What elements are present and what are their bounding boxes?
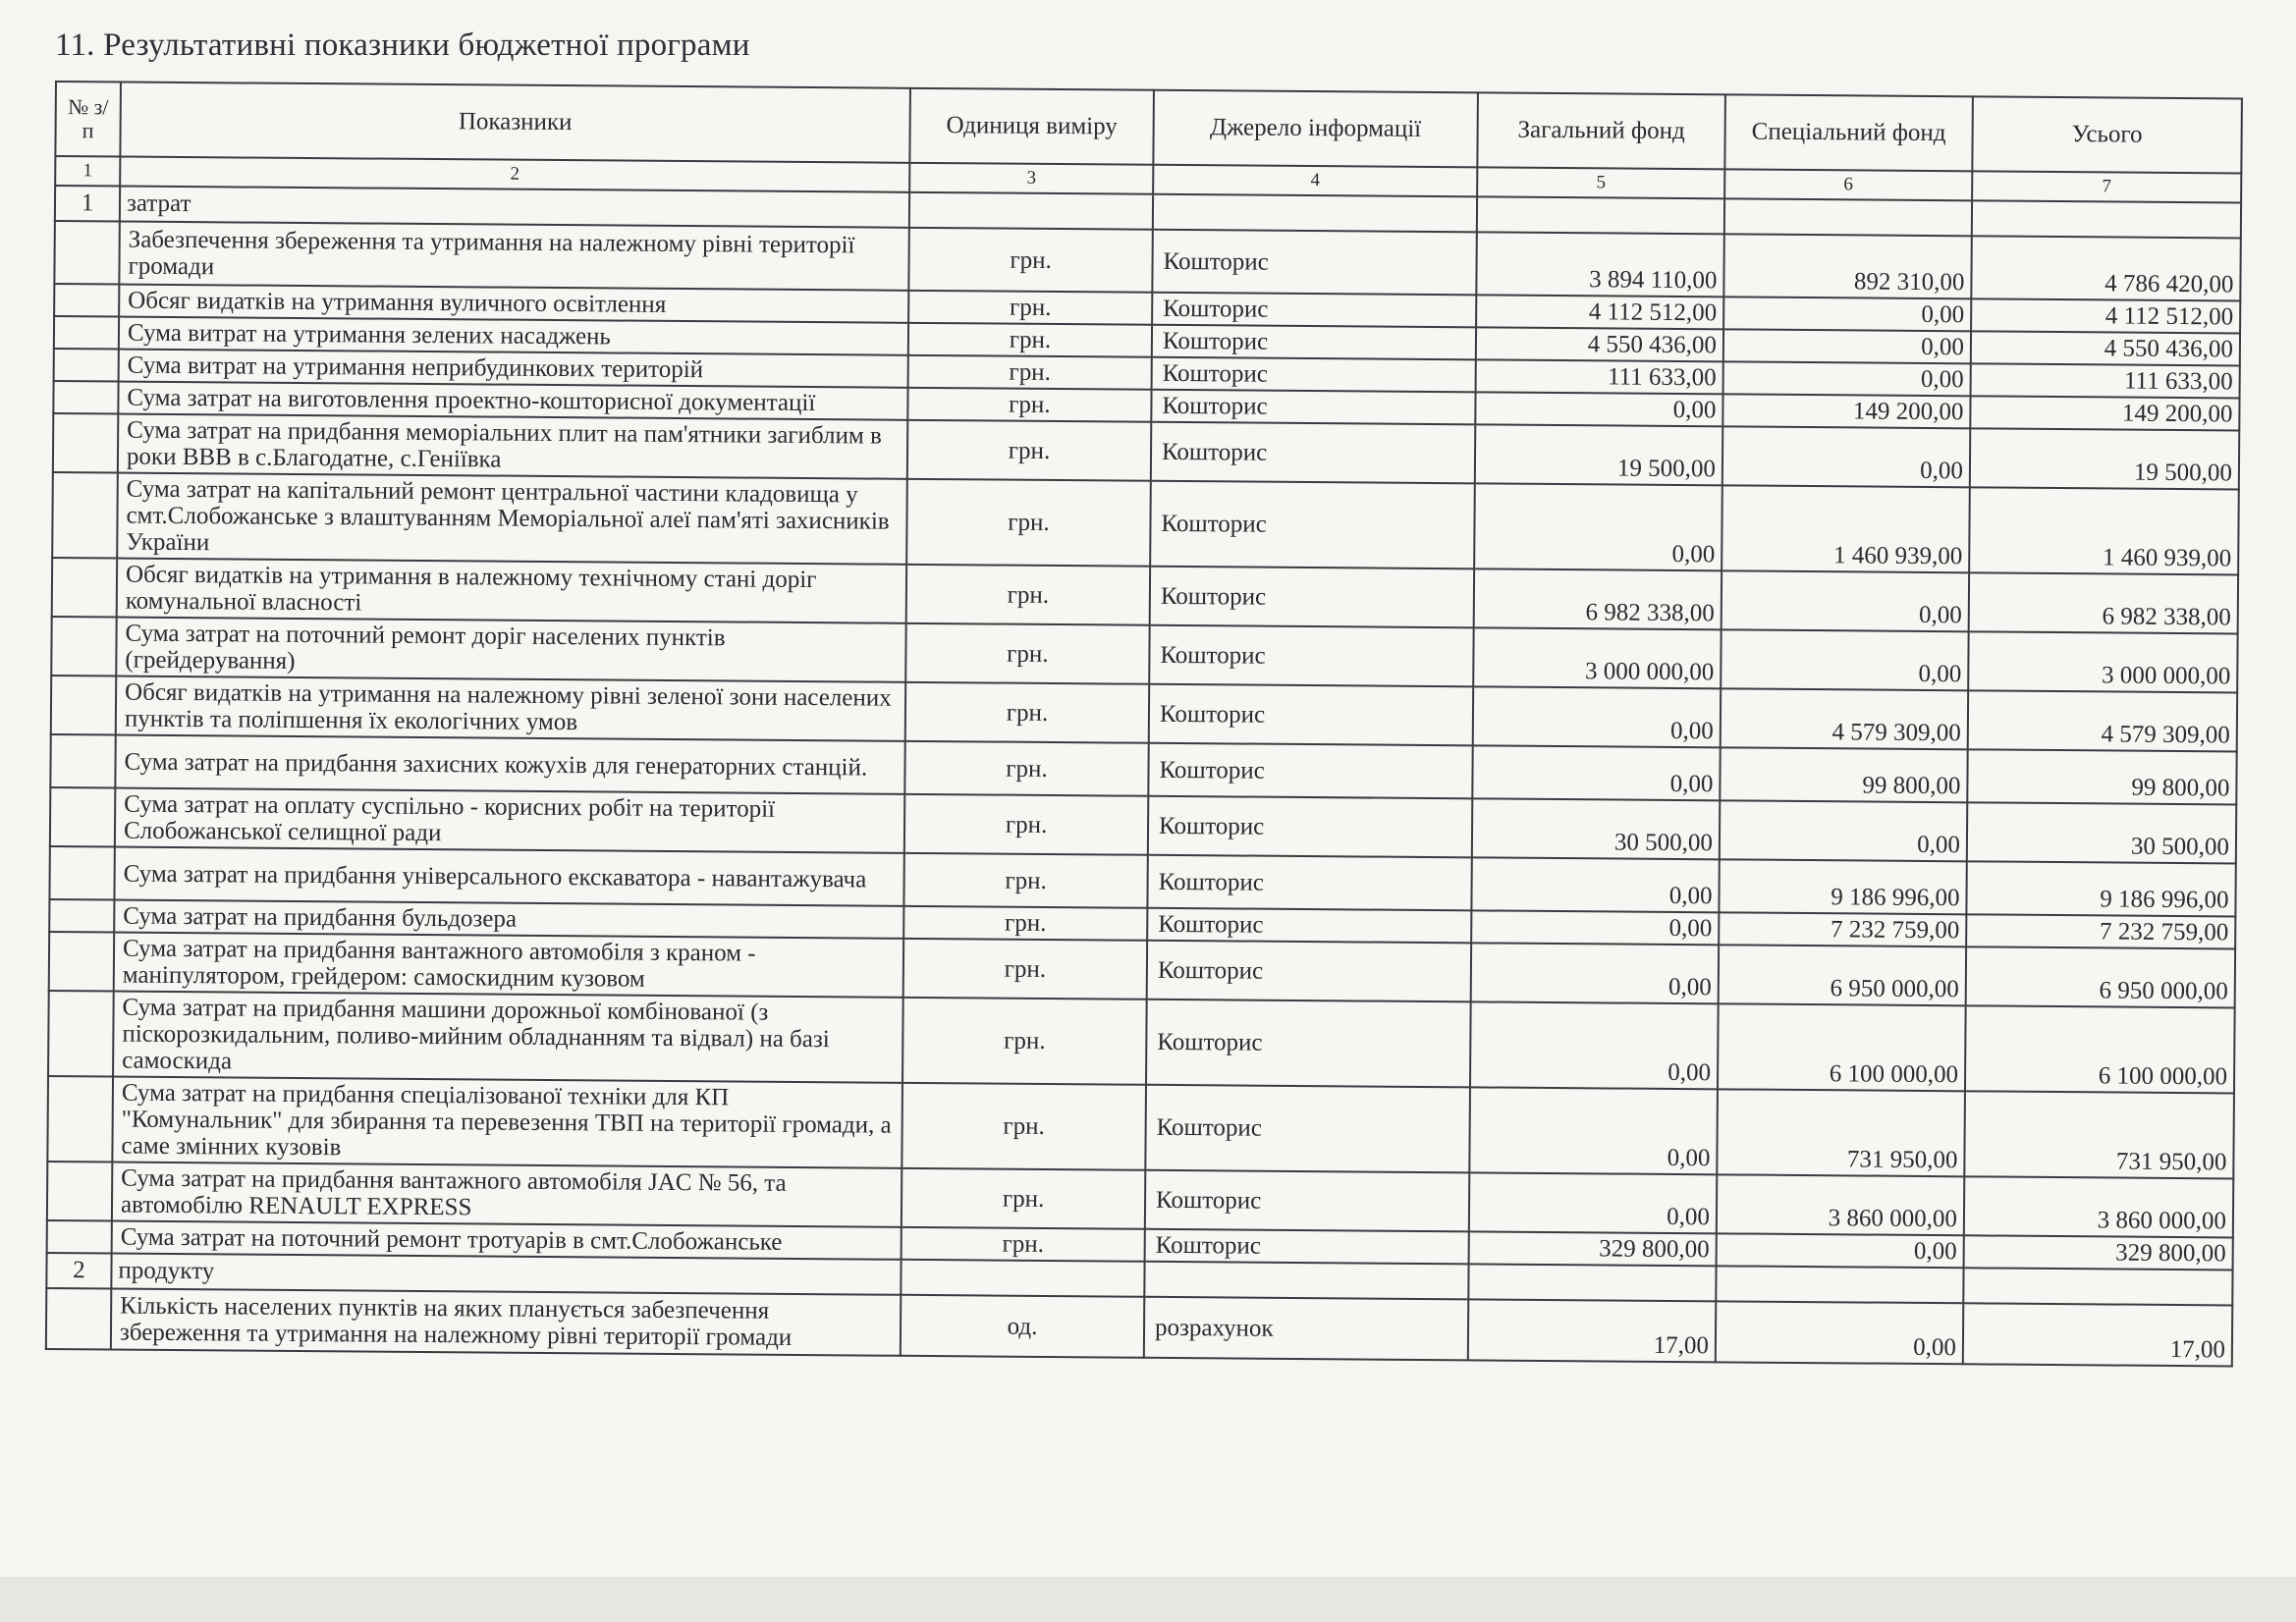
general-fund-cell: 329 800,00 xyxy=(1469,1231,1717,1266)
source-cell: Кошторис xyxy=(1147,941,1471,1002)
section-title: затрат xyxy=(120,187,909,228)
special-fund-cell: 6 950 000,00 xyxy=(1719,945,1966,1005)
special-fund-cell: 0,00 xyxy=(1722,426,1970,487)
row-number-cell xyxy=(53,413,118,473)
header-indicator: Показники xyxy=(120,82,910,163)
special-fund-cell: 7 232 759,00 xyxy=(1719,912,1966,946)
column-number: 1 xyxy=(55,156,120,187)
unit-cell: грн. xyxy=(908,228,1152,293)
indicator-cell: Сума витрат на утримання зелених насаджень xyxy=(119,317,908,355)
special-fund-cell: 1 460 939,00 xyxy=(1722,485,1970,572)
general-fund-cell: 0,00 xyxy=(1469,1172,1717,1233)
unit-cell: грн. xyxy=(905,682,1149,743)
total-cell: 149 200,00 xyxy=(1970,396,2239,430)
unit-cell: грн. xyxy=(904,741,1148,796)
general-fund-cell: 4 550 436,00 xyxy=(1476,327,1723,361)
column-number: 6 xyxy=(1724,169,1972,200)
column-number: 3 xyxy=(909,163,1153,194)
total-cell: 17,00 xyxy=(1963,1303,2232,1366)
indicator-cell: Обсяг видатків на утримання на належному рівні зеленої зони населених пунктів та поліпшення їх екологічних умов xyxy=(116,676,905,741)
indicator-cell: Сума затрат на придбання захисних кожухів для генераторних станцій. xyxy=(115,735,904,794)
header-source: Джерело інформації xyxy=(1153,90,1478,168)
special-fund-cell: 149 200,00 xyxy=(1722,394,1970,428)
total-cell: 1 460 939,00 xyxy=(1969,487,2239,574)
general-fund-cell: 0,00 xyxy=(1471,857,1719,912)
total-cell: 329 800,00 xyxy=(1964,1235,2233,1270)
row-number-cell xyxy=(52,558,117,618)
unit-cell: грн. xyxy=(906,479,1151,567)
section-title: продукту xyxy=(111,1253,901,1294)
source-cell: Кошторис xyxy=(1151,422,1475,484)
indicator-cell: Забезпечення збереження та утримання на належному рівні території громади xyxy=(119,222,908,291)
unit-cell: грн. xyxy=(902,998,1147,1085)
indicator-cell: Сума затрат на поточний ремонт доріг населених пунктів (грейдерування) xyxy=(116,618,905,682)
unit-cell: грн. xyxy=(902,1083,1146,1170)
column-number: 2 xyxy=(120,157,909,192)
row-number-cell xyxy=(46,1288,111,1350)
special-fund-cell: 0,00 xyxy=(1717,1233,1964,1268)
special-fund-cell: 6 100 000,00 xyxy=(1718,1003,1966,1091)
indicator-cell: Сума затрат на придбання вантажного автомобіля JAC № 56, та автомобілю RENAULT EXPRESS xyxy=(112,1162,902,1226)
unit-cell: грн. xyxy=(903,853,1147,908)
total-cell: 111 633,00 xyxy=(1971,363,2240,398)
section-number: 1 xyxy=(55,186,120,222)
header-unit: Одиниця виміру xyxy=(909,88,1154,165)
source-cell: Кошторис xyxy=(1151,390,1475,425)
general-fund-cell: 111 633,00 xyxy=(1476,359,1723,394)
special-fund-cell: 0,00 xyxy=(1723,297,1971,331)
general-fund-cell: 0,00 xyxy=(1469,1087,1718,1174)
row-number-cell xyxy=(50,734,115,788)
row-number-cell xyxy=(48,991,114,1077)
indicator-cell: Сума затрат на оплату суспільно - корисних робіт на території Слобожанської селищної ради xyxy=(115,788,904,853)
total-cell: 30 500,00 xyxy=(1967,802,2236,863)
indicator-cell: Сума затрат на придбання спеціалізованої техніки для КП "Комунальник" для збирання та перевезення ТВП на території громади, а саме змінних кузовів xyxy=(112,1076,902,1167)
general-fund-cell: 0,00 xyxy=(1471,943,1719,1003)
source-cell: Кошторис xyxy=(1152,293,1476,328)
total-cell: 7 232 759,00 xyxy=(1966,914,2235,948)
special-fund-cell: 892 310,00 xyxy=(1723,234,1971,298)
row-number-cell xyxy=(49,899,114,933)
indicator-cell: Кількість населених пунктів на яких планується забезпечення збереження та утримання на належному рівні території громади xyxy=(111,1288,901,1355)
source-cell: Кошторис xyxy=(1145,1085,1470,1173)
special-fund-cell: 4 579 309,00 xyxy=(1721,688,1968,749)
general-fund-cell: 19 500,00 xyxy=(1475,424,1722,485)
row-number-cell xyxy=(47,1162,112,1221)
source-cell: Кошторис xyxy=(1145,1170,1469,1232)
unit-cell: грн. xyxy=(906,565,1150,625)
total-cell: 4 112 512,00 xyxy=(1971,298,2240,333)
special-fund-cell: 99 800,00 xyxy=(1720,747,1967,802)
source-cell: Кошторис xyxy=(1152,325,1476,360)
indicator-cell: Сума витрат на утримання неприбудинкових територій xyxy=(119,350,908,388)
general-fund-cell: 0,00 xyxy=(1471,910,1719,945)
special-fund-cell: 0,00 xyxy=(1716,1301,1963,1364)
unit-cell: грн. xyxy=(907,388,1151,422)
unit-cell: грн. xyxy=(904,794,1148,855)
indicator-cell: Обсяг видатків на утримання в належному технічному стані доріг комунальної власності xyxy=(117,559,906,623)
unit-cell: грн. xyxy=(902,1168,1145,1229)
total-cell: 19 500,00 xyxy=(1970,428,2239,489)
row-number-cell xyxy=(54,349,119,382)
header-general-fund: Загальний фонд xyxy=(1477,92,1725,169)
source-cell: Кошторис xyxy=(1148,743,1472,799)
source-cell: Кошторис xyxy=(1150,481,1475,569)
total-cell: 731 950,00 xyxy=(1964,1091,2234,1178)
total-cell: 3 860 000,00 xyxy=(1964,1176,2233,1237)
total-cell: 4 579 309,00 xyxy=(1968,690,2237,751)
header-special-fund: Спеціальний фонд xyxy=(1724,94,1973,171)
source-cell: Кошторис xyxy=(1146,1000,1471,1088)
row-number-cell xyxy=(53,381,118,414)
unit-cell: грн. xyxy=(908,323,1152,357)
source-cell: Кошторис xyxy=(1148,796,1472,858)
indicator-cell: Сума затрат на придбання меморіальних плит на пам'ятники загиблим в роки ВВВ в с.Благодатне, с.Геніївка xyxy=(118,414,907,479)
special-fund-cell: 731 950,00 xyxy=(1717,1089,1965,1176)
unit-cell: грн. xyxy=(908,355,1152,390)
row-number-cell xyxy=(54,284,119,317)
general-fund-cell: 3 000 000,00 xyxy=(1473,627,1721,688)
total-cell: 4 550 436,00 xyxy=(1971,331,2240,365)
row-number-cell xyxy=(51,617,116,676)
general-fund-cell: 0,00 xyxy=(1475,392,1722,426)
indicator-cell: Сума затрат на придбання вантажного автомобіля з краном - маніпулятором, грейдером: самоскидним кузовом xyxy=(114,932,903,997)
page-title: 11. Результативні показники бюджетної програми xyxy=(55,27,750,63)
source-cell: Кошторис xyxy=(1150,567,1474,628)
unit-cell: грн. xyxy=(902,1227,1145,1262)
special-fund-cell: 0,00 xyxy=(1723,329,1971,363)
unit-cell: грн. xyxy=(908,291,1152,325)
column-number: 7 xyxy=(1972,171,2241,202)
header-no: № з/п xyxy=(55,81,121,157)
total-cell: 4 786 420,00 xyxy=(1971,236,2240,300)
scan-margin xyxy=(0,1577,2296,1622)
source-cell: Кошторис xyxy=(1145,1229,1469,1265)
column-number: 4 xyxy=(1153,165,1477,197)
special-fund-cell: 3 860 000,00 xyxy=(1717,1174,1964,1235)
general-fund-cell: 0,00 xyxy=(1474,483,1722,570)
column-number: 5 xyxy=(1477,167,1724,198)
general-fund-cell: 30 500,00 xyxy=(1472,798,1720,859)
indicator-cell: Сума затрат на придбання бульдозера xyxy=(114,900,903,939)
section-number: 2 xyxy=(46,1253,111,1289)
row-number-cell xyxy=(54,316,119,350)
unit-cell: грн. xyxy=(903,939,1147,1000)
general-fund-cell: 17,00 xyxy=(1468,1299,1716,1362)
general-fund-cell: 3 894 110,00 xyxy=(1476,232,1723,297)
indicator-cell: Сума затрат на придбання універсального екскаватора - навантажувача xyxy=(114,847,903,906)
general-fund-cell: 0,00 xyxy=(1473,686,1721,747)
source-cell: розрахунок xyxy=(1144,1297,1468,1361)
indicators-table xyxy=(45,81,2243,1367)
header-total: Усього xyxy=(1972,96,2242,173)
source-cell: Кошторис xyxy=(1147,908,1471,944)
source-cell: Кошторис xyxy=(1147,855,1471,911)
general-fund-cell: 4 112 512,00 xyxy=(1476,295,1723,329)
special-fund-cell: 0,00 xyxy=(1722,570,1969,631)
total-cell: 6 950 000,00 xyxy=(1966,946,2235,1007)
source-cell: Кошторис xyxy=(1149,625,1473,687)
total-cell: 99 800,00 xyxy=(1967,749,2236,804)
unit-cell: грн. xyxy=(905,623,1149,684)
indicator-cell: Сума затрат на придбання машини дорожньої комбінованої (з піскорозкидальним, поливо-мийним обладнанням та відвал) на базі самоскида xyxy=(113,991,903,1082)
row-number-cell xyxy=(54,221,120,285)
unit-cell: грн. xyxy=(903,906,1147,941)
row-number-cell xyxy=(47,1220,112,1254)
unit-cell: од. xyxy=(901,1295,1144,1358)
special-fund-cell: 0,00 xyxy=(1720,800,1967,861)
total-cell: 6 982 338,00 xyxy=(1969,572,2238,633)
unit-cell: грн. xyxy=(907,420,1151,481)
total-cell: 9 186 996,00 xyxy=(1966,861,2235,916)
row-number-cell xyxy=(49,932,114,992)
special-fund-cell: 9 186 996,00 xyxy=(1719,859,1966,914)
indicator-cell: Сума затрат на виготовлення проектно-кошторисної документації xyxy=(118,382,907,420)
source-cell: Кошторис xyxy=(1149,684,1473,746)
indicator-cell: Сума затрат на поточний ремонт тротуарів в смт.Слобожанське xyxy=(112,1220,902,1259)
row-number-cell xyxy=(51,676,116,735)
total-cell: 3 000 000,00 xyxy=(1968,631,2237,692)
indicator-cell: Обсяг видатків на утримання вуличного освітлення xyxy=(119,285,908,323)
total-cell: 6 100 000,00 xyxy=(1965,1005,2235,1093)
general-fund-cell: 6 982 338,00 xyxy=(1474,568,1722,629)
row-number-cell xyxy=(50,787,115,847)
indicator-cell: Сума затрат на капітальний ремонт центральної частини кладовища у смт.Слобожанське з влаштуванням Меморіальної алеї пам'яті захисників України xyxy=(117,473,907,565)
row-number-cell xyxy=(52,472,118,559)
special-fund-cell: 0,00 xyxy=(1723,361,1971,396)
source-cell: Кошторис xyxy=(1152,357,1476,393)
row-number-cell xyxy=(47,1076,113,1162)
special-fund-cell: 0,00 xyxy=(1721,629,1968,690)
row-number-cell xyxy=(49,846,114,900)
general-fund-cell: 0,00 xyxy=(1472,745,1720,800)
general-fund-cell: 0,00 xyxy=(1470,1001,1719,1089)
source-cell: Кошторис xyxy=(1152,230,1476,296)
